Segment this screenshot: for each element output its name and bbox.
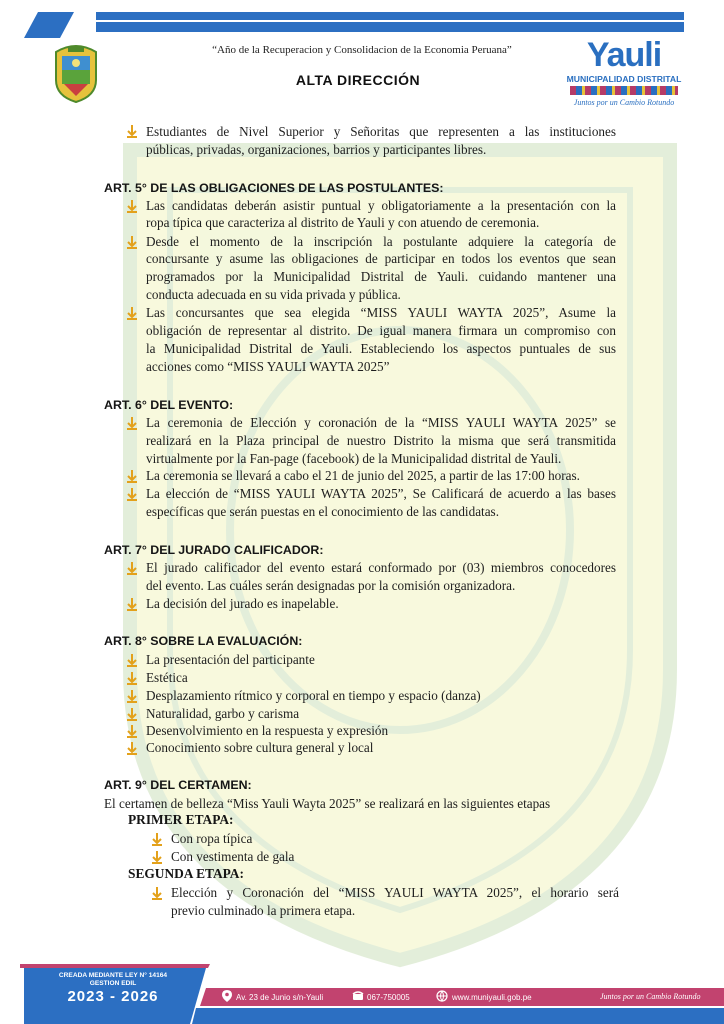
footer-tagline: Juntos por un Cambio Rotundo: [600, 992, 701, 1001]
art5-b2-line-2: concursante y asume las obligaciones de participar en todos los eventos que sean: [146, 251, 616, 266]
bullet-icon: [125, 199, 139, 213]
art5-b2-line-1: Desde el momento de la inscripción la postulante adquiere la categoría de: [146, 234, 616, 249]
logo-word: Yauli: [586, 36, 662, 74]
art9-heading: ART. 9° DEL CERTAMEN:: [104, 778, 252, 792]
art6-b3-line-2: específicas que serán puestas en el conocimiento de las candidatas.: [146, 504, 499, 519]
footer-years: 2023 - 2026: [67, 988, 159, 1005]
art6-b1-line-3: virtualmente por la Fan-page (facebook) de la Municipalidad distrital de Yauli.: [146, 451, 562, 466]
art5-heading: ART. 5° DE LAS OBLIGACIONES DE LAS POSTULANTES:: [104, 181, 444, 195]
art8-item: Conocimiento sobre cultura general y local: [146, 740, 374, 755]
art8-heading: ART. 8° SOBRE LA EVALUACIÓN:: [104, 634, 303, 648]
office-title: ALTA DIRECCIÓN: [295, 72, 421, 88]
art5-b3-line-2: obligación de representar al distrito. De igual manera firmara un compromiso con: [146, 323, 616, 338]
art9-intro: El certamen de belleza “Miss Yauli Wayta 2025” se realizará en las siguientes etapas: [104, 796, 551, 811]
footer-law: [38, 972, 188, 988]
art5-b2-line-4: conducta adecuada en su vida privada y pública.: [146, 287, 401, 302]
art6-b3-line-1: La elección de “MISS YAULI WAYTA 2025”, Se Calificará de acuerdo a las bases: [146, 486, 616, 501]
art5-b3-line-4: acciones como “MISS YAULI WAYTA 2025”: [146, 359, 390, 374]
stage1-title: PRIMER ETAPA:: [128, 812, 234, 827]
bullet-icon: [125, 487, 139, 501]
art7-b1-line-1: El jurado calificador del evento estará conformado por (03) miembros conocedores: [146, 560, 616, 575]
bullet-icon: [150, 832, 164, 846]
bullet-icon: [125, 707, 139, 721]
art7-heading: ART. 7° DEL JURADO CALIFICADOR:: [104, 543, 324, 557]
art8-item: Naturalidad, garbo y carisma: [146, 706, 300, 721]
art8-item: Desenvolvimiento en la respuesta y expresión: [146, 723, 389, 738]
logo-tagline: Juntos por un Cambio Rotundo: [573, 98, 675, 107]
footer-law-line-1: CREADA MEDIANTE LEY N° 14164: [58, 972, 168, 979]
bullet-icon: [125, 561, 139, 575]
art5-b1-line-1: Las candidatas deberán asistir puntual y obligatoriamente a la presentación con la: [146, 198, 616, 213]
art6-b1-line-1: La ceremonia de Elección y coronación de la “MISS YAULI WAYTA 2025” se: [146, 415, 616, 430]
art8-item: Estética: [146, 670, 188, 685]
bullet-icon: [125, 597, 139, 611]
footer-phone: 067-750005: [367, 993, 410, 1002]
footer-address: Av. 23 de Junio s/n-Yauli: [236, 993, 324, 1002]
bullet-icon: [150, 850, 164, 864]
art7-b1-line-2: del evento. Las cuáles serán designadas por la comisión organizadora.: [146, 578, 516, 593]
bullet-icon: [125, 741, 139, 755]
bullet-icon: [150, 886, 164, 900]
stage1-item: Con ropa típica: [171, 831, 253, 846]
bullet-icon: [125, 124, 139, 138]
bullet-icon: [125, 724, 139, 738]
bullet-icon: [125, 469, 139, 483]
logo-subtitle: MUNICIPALIDAD DISTRITAL: [566, 74, 682, 84]
institutional-motto: “Año de la Recuperacion y Consolidacion de la Economia Peruana”: [212, 44, 512, 56]
art5-b1-line-2: ropa típica que caracteriza al distrito de Yauli y con atuendo de ceremonia.: [146, 215, 540, 230]
location-pin-icon: [222, 990, 232, 1002]
bullet-icon: [125, 671, 139, 685]
art5-b2-line-3: programados por la Municipalidad Distrital de Yauli. cuidando mantener una: [146, 269, 616, 284]
stage2-line-2: previo culminado la primera etapa.: [171, 903, 356, 918]
intro-line-1: Estudiantes de Nivel Superior y Señoritas que representen a las instituciones: [146, 124, 616, 139]
art6-b1-line-2: realizará en la Plaza principal de nuestro Distrito la misma que será transmitida: [146, 433, 616, 448]
footer-website: www.muniyauli.gob.pe: [452, 993, 532, 1002]
art5-b3-line-3: la Municipalidad Distrital de Yauli. Estableciendo los aspectos puntuales de sus: [146, 341, 616, 356]
bullet-icon: [125, 235, 139, 249]
bullet-icon: [125, 306, 139, 320]
bullet-icon: [125, 689, 139, 703]
art6-b2-line-1: La ceremonia se llevará a cabo el 21 de junio del 2025, a partir de las 17:00 horas.: [146, 468, 580, 483]
art8-item: Desplazamiento rítmico y corporal en tiempo y espacio (danza): [146, 688, 481, 703]
art5-b3-line-1: Las concursantes que sea elegida “MISS YAULI WAYTA 2025”, Asume la: [146, 305, 616, 320]
bullet-icon: [125, 416, 139, 430]
art8-item: La presentación del participante: [146, 652, 315, 667]
footer-law-line-2: GESTION EDIL: [89, 980, 137, 987]
bullet-icon: [125, 653, 139, 667]
stage2-title: SEGUNDA ETAPA:: [128, 866, 244, 881]
art7-b2-line-1: La decisión del jurado es inapelable.: [146, 596, 339, 611]
globe-icon: [436, 990, 448, 1002]
intro-line-2: públicas, privadas, organizaciones, barrios y participantes libres.: [146, 142, 487, 157]
stage2-line-1: Elección y Coronación del “MISS YAULI WAYTA 2025”, el horario será: [171, 885, 619, 900]
art6-heading: ART. 6° DEL EVENTO:: [104, 398, 234, 412]
stage1-item: Con vestimenta de gala: [171, 849, 295, 864]
phone-icon: [352, 991, 364, 1001]
